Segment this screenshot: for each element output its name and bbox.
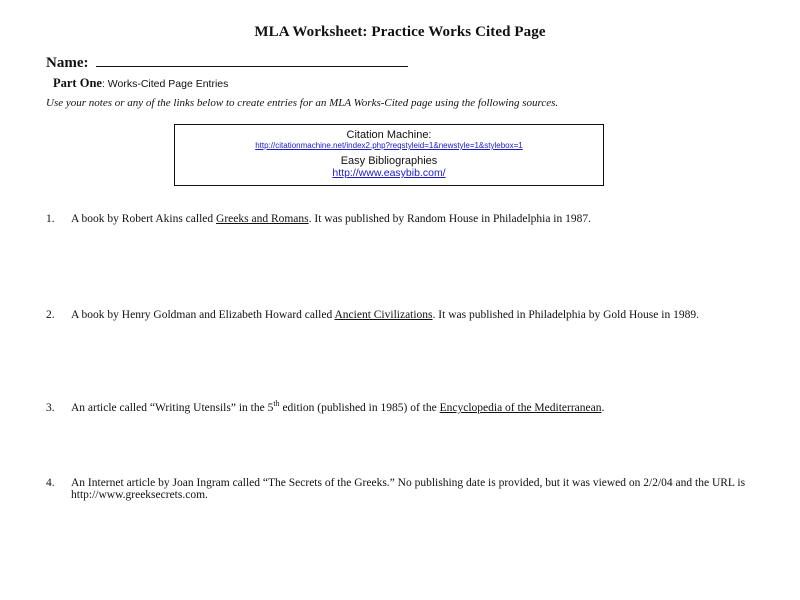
- list-item: [46, 213, 756, 225]
- instructions: Use your notes or any of the links below to create entries for an MLA Works-Cited page using the following sources.: [46, 97, 559, 109]
- part-heading: [53, 76, 228, 91]
- item-text: . It was published in Philadelphia by Gold House in 1989.: [432, 309, 699, 321]
- item-number: 4.: [46, 477, 55, 489]
- item-title: Ancient Civilizations: [334, 309, 433, 321]
- item-number: 1.: [46, 213, 55, 225]
- list-item: [46, 399, 756, 414]
- item-title: Greeks and Romans: [216, 213, 309, 225]
- item-superscript: th: [273, 399, 280, 409]
- easybib-link[interactable]: http://www.easybib.com/: [332, 167, 446, 179]
- item-text: An Internet article by Joan Ingram called “The Secrets of the Greeks.” No publishing date is provided, but it was viewed on 2/2/04 and the URL is http://www.greeksecrets.com.: [71, 477, 746, 501]
- part-label: Part One: [53, 76, 102, 90]
- item-number: 2.: [46, 309, 55, 321]
- citation-machine-link[interactable]: http://citationmachine.net/index2.php?reqstyleid=1&newstyle=1&stylebox=1: [255, 141, 523, 150]
- item-text: .: [601, 402, 605, 414]
- item-text: . It was published by Random House in Philadelphia in 1987.: [308, 213, 592, 225]
- name-row: [46, 52, 408, 72]
- item-text: edition (published in 1985) of the: [279, 402, 440, 414]
- list-item: [46, 309, 756, 321]
- item-number: 3.: [46, 402, 55, 414]
- list-item: [46, 477, 756, 501]
- item-text: A book by Robert Akins called: [71, 213, 217, 225]
- name-blank-line[interactable]: [96, 52, 408, 67]
- page-title: MLA Worksheet: Practice Works Cited Page: [254, 24, 546, 40]
- easybib-title: Easy Bibliographies: [340, 155, 438, 167]
- part-subtitle: : Works-Cited Page Entries: [101, 78, 229, 90]
- item-text: An article called “Writing Utensils” in the 5: [71, 402, 274, 414]
- item-title: Encyclopedia of the Mediterranean: [439, 402, 602, 414]
- name-label: Name:: [46, 55, 89, 71]
- item-text: A book by Henry Goldman and Elizabeth Howard called: [71, 309, 335, 321]
- citation-machine-title: Citation Machine:: [346, 129, 432, 141]
- resources-box: [174, 124, 604, 186]
